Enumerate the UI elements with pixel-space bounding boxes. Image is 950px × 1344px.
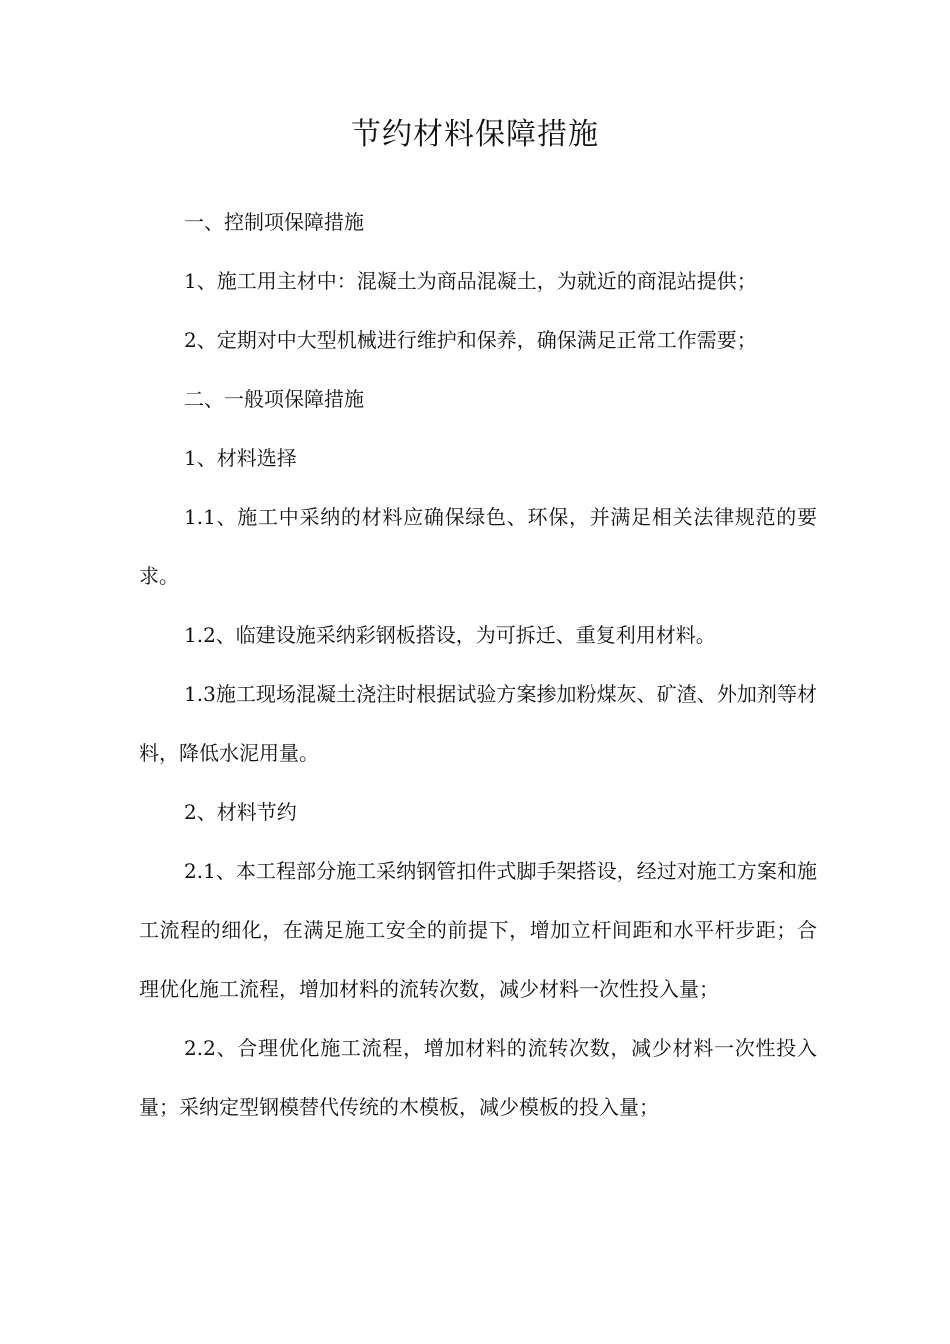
paragraph-item: 1.3施工现场混凝土浇注时根据试验方案掺加粉煤灰、矿渣、外加剂等材料，降低水泥用量。 (139, 682, 817, 765)
paragraph-item: 1、施工用主材中：混凝土为商品混凝土，为就近的商混站提供； (184, 269, 757, 293)
section-heading-general-items: 二、一般项保障措施 (184, 387, 364, 411)
paragraph-item: 1.2、临建设施采纳彩钢板搭设，为可拆迁、重复利用材料。 (184, 623, 716, 647)
subsection-heading-material-saving: 2、材料节约 (184, 800, 297, 824)
subsection-heading-material-selection: 1、材料选择 (184, 446, 297, 470)
section-heading-control-items: 一、控制项保障措施 (184, 210, 364, 234)
paragraph-item: 2、定期对中大型机械进行维护和保养，确保满足正常工作需要； (184, 328, 757, 352)
paragraph-item: 2.2、合理优化施工流程，增加材料的流转次数，减少材料一次性投入量；采纳定型钢模替代传统的木模板，减少模板的投入量； (139, 1036, 817, 1119)
document-title: 节约材料保障措施 (351, 117, 599, 152)
paragraph-item: 2.1、本工程部分施工采纳钢管扣件式脚手架搭设，经过对施工方案和施工流程的细化，在满足施工安全的前提下，增加立杆间距和水平杆步距；合理优化施工流程，增加材料的流转次数，减少材料一次性投入量； (139, 859, 817, 1001)
paragraph-item: 1.1、施工中采纳的材料应确保绿色、环保，并满足相关法律规范的要求。 (139, 505, 817, 588)
document-body (139, 193, 817, 1137)
